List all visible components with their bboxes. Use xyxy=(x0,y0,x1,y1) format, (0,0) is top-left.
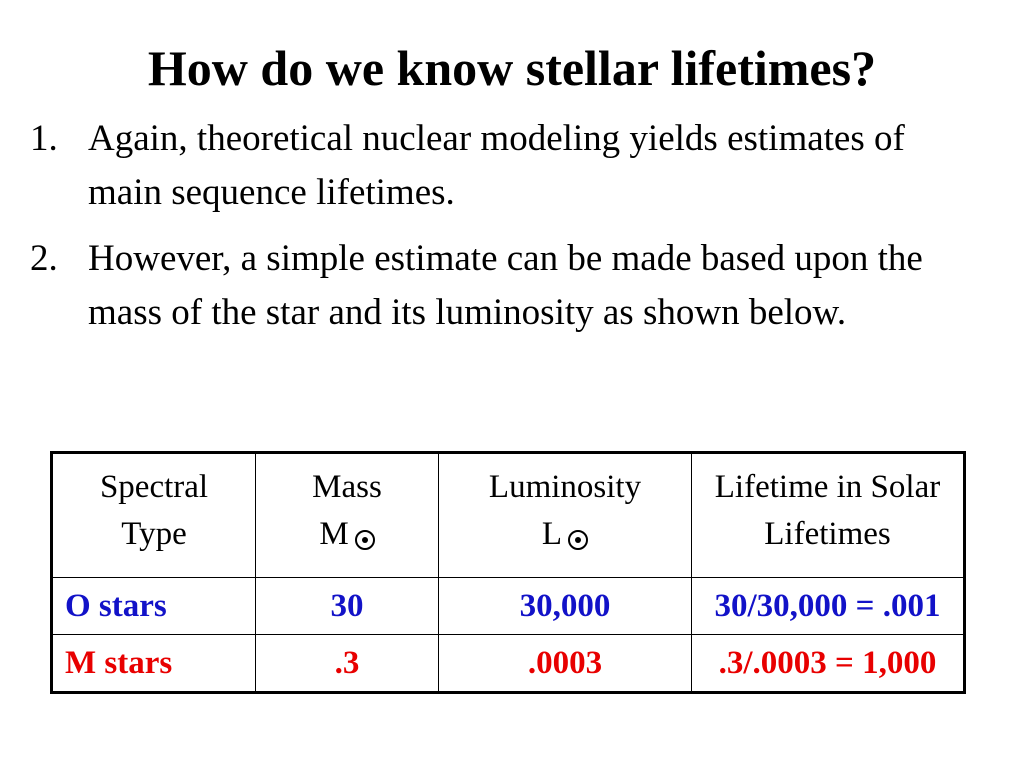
cell-lifetime: 30/30,000 = .001 xyxy=(692,578,965,635)
cell-spectral-type: M stars xyxy=(52,635,256,693)
header-spectral-type xyxy=(52,453,256,578)
header-line: L xyxy=(541,516,563,552)
bullet-list xyxy=(30,112,980,352)
cell-luminosity: 30,000 xyxy=(439,578,692,635)
table-row-m-stars xyxy=(52,635,965,693)
list-number: 1. xyxy=(30,118,58,159)
list-text: However, a simple estimate can be made based upon the mass of the star and its luminosity as shown below. xyxy=(88,238,923,333)
header-line: Lifetimes xyxy=(764,516,891,552)
cell-luminosity: .0003 xyxy=(439,635,692,693)
cell-spectral-type: O stars xyxy=(52,578,256,635)
header-lifetime xyxy=(692,453,965,578)
list-item xyxy=(30,232,980,340)
header-line: Lifetime in Solar xyxy=(714,469,941,505)
list-text: Again, theoretical nuclear modeling yields estimates of main sequence lifetimes. xyxy=(88,118,905,213)
list-number: 2. xyxy=(30,238,58,279)
table-row-o-stars xyxy=(52,578,965,635)
stellar-lifetime-table xyxy=(50,451,966,694)
sun-symbol-icon xyxy=(568,530,588,550)
header-line: Spectral xyxy=(99,469,209,505)
header-line: Type xyxy=(121,516,187,552)
cell-mass: 30 xyxy=(256,578,439,635)
table-header-row xyxy=(52,453,965,578)
cell-mass: .3 xyxy=(256,635,439,693)
header-line: Luminosity xyxy=(488,469,642,505)
header-line: M xyxy=(319,516,349,552)
cell-lifetime: .3/.0003 = 1,000 xyxy=(692,635,965,693)
header-line: Mass xyxy=(312,469,382,505)
slide-title: How do we know stellar lifetimes? xyxy=(147,40,877,96)
header-luminosity xyxy=(439,453,692,578)
header-mass xyxy=(256,453,439,578)
sun-symbol-icon xyxy=(355,530,375,550)
list-item xyxy=(30,112,980,220)
